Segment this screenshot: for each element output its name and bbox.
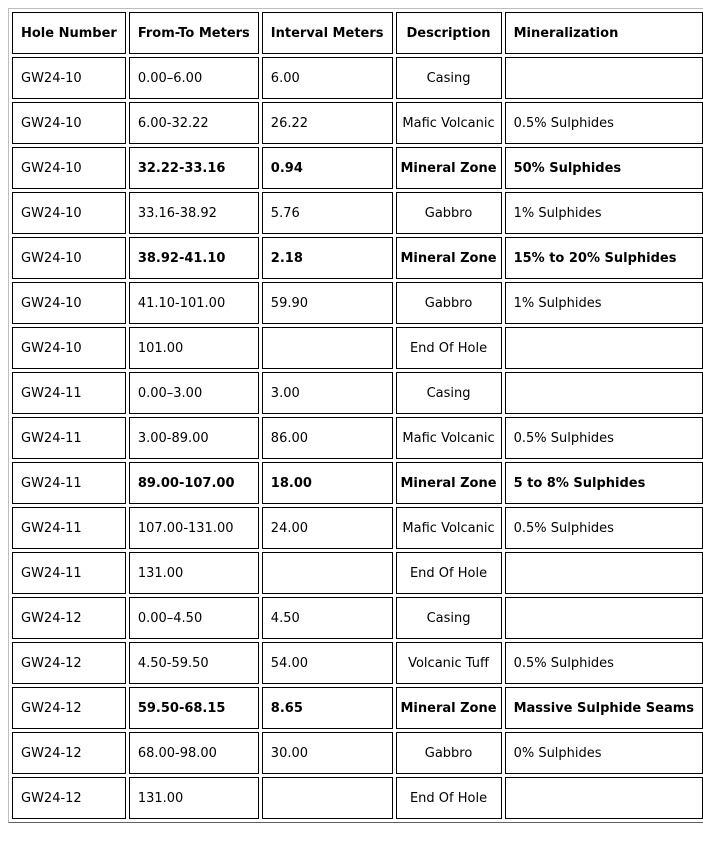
cell-description: Mineral Zone [396,687,502,729]
cell-interval-meters: 26.22 [262,102,393,144]
cell-description: Casing [396,372,502,414]
cell-mineralization [505,552,703,594]
table-row [12,777,703,819]
table-row [12,147,703,189]
cell-interval-meters: 8.65 [262,687,393,729]
cell-from-to-meters: 33.16-38.92 [129,192,259,234]
cell-mineralization: 0.5% Sulphides [505,642,703,684]
table-row [12,372,703,414]
header-from-to-meters: From-To Meters [129,12,259,54]
table-row [12,597,703,639]
cell-from-to-meters: 38.92-41.10 [129,237,259,279]
cell-interval-meters [262,327,393,369]
cell-mineralization: 1% Sulphides [505,282,703,324]
cell-interval-meters: 6.00 [262,57,393,99]
table-row [12,732,703,774]
cell-description: Mineral Zone [396,147,502,189]
cell-interval-meters: 5.76 [262,192,393,234]
cell-description: Volcanic Tuff [396,642,502,684]
cell-mineralization [505,777,703,819]
cell-interval-meters: 86.00 [262,417,393,459]
table-row [12,327,703,369]
table-row [12,642,703,684]
cell-from-to-meters: 131.00 [129,777,259,819]
cell-mineralization: 0.5% Sulphides [505,417,703,459]
cell-hole-number: GW24-10 [12,57,126,99]
cell-from-to-meters: 68.00-98.00 [129,732,259,774]
cell-description: Mafic Volcanic [396,507,502,549]
cell-from-to-meters: 0.00–4.50 [129,597,259,639]
cell-mineralization [505,57,703,99]
cell-from-to-meters: 32.22-33.16 [129,147,259,189]
cell-hole-number: GW24-12 [12,687,126,729]
cell-from-to-meters: 3.00-89.00 [129,417,259,459]
cell-interval-meters: 24.00 [262,507,393,549]
cell-description: End Of Hole [396,552,502,594]
table-header-row [12,12,703,54]
cell-mineralization: 5 to 8% Sulphides [505,462,703,504]
cell-description: Mineral Zone [396,462,502,504]
table-row [12,687,703,729]
cell-interval-meters: 18.00 [262,462,393,504]
cell-description: Gabbro [396,732,502,774]
cell-description: End Of Hole [396,327,502,369]
cell-interval-meters: 0.94 [262,147,393,189]
cell-mineralization: 1% Sulphides [505,192,703,234]
header-hole-number: Hole Number [12,12,126,54]
cell-hole-number: GW24-11 [12,507,126,549]
cell-interval-meters: 30.00 [262,732,393,774]
cell-description: Mineral Zone [396,237,502,279]
cell-hole-number: GW24-11 [12,417,126,459]
table-row [12,552,703,594]
table-row [12,237,703,279]
cell-mineralization: 0% Sulphides [505,732,703,774]
cell-interval-meters: 59.90 [262,282,393,324]
cell-interval-meters [262,552,393,594]
cell-interval-meters: 4.50 [262,597,393,639]
cell-from-to-meters: 0.00–6.00 [129,57,259,99]
cell-from-to-meters: 107.00-131.00 [129,507,259,549]
cell-from-to-meters: 4.50-59.50 [129,642,259,684]
header-interval-meters: Interval Meters [262,12,393,54]
cell-description: Casing [396,597,502,639]
cell-hole-number: GW24-12 [12,732,126,774]
cell-hole-number: GW24-10 [12,237,126,279]
cell-description: Gabbro [396,192,502,234]
table-body [12,57,703,819]
table-row [12,192,703,234]
cell-interval-meters: 3.00 [262,372,393,414]
cell-description: Mafic Volcanic [396,417,502,459]
cell-from-to-meters: 59.50-68.15 [129,687,259,729]
cell-hole-number: GW24-10 [12,327,126,369]
cell-description: Casing [396,57,502,99]
table-row [12,417,703,459]
cell-hole-number: GW24-12 [12,777,126,819]
cell-mineralization: 0.5% Sulphides [505,102,703,144]
cell-hole-number: GW24-10 [12,147,126,189]
cell-interval-meters: 2.18 [262,237,393,279]
cell-mineralization [505,372,703,414]
header-description: Description [396,12,502,54]
table-row [12,462,703,504]
table-row [12,102,703,144]
cell-interval-meters: 54.00 [262,642,393,684]
cell-hole-number: GW24-10 [12,102,126,144]
cell-hole-number: GW24-12 [12,642,126,684]
cell-mineralization [505,597,703,639]
cell-hole-number: GW24-12 [12,597,126,639]
table-row [12,507,703,549]
table-row [12,282,703,324]
cell-from-to-meters: 89.00-107.00 [129,462,259,504]
cell-description: Gabbro [396,282,502,324]
cell-from-to-meters: 131.00 [129,552,259,594]
cell-hole-number: GW24-11 [12,552,126,594]
cell-description: Mafic Volcanic [396,102,502,144]
drill-results-container [8,8,703,823]
cell-hole-number: GW24-11 [12,372,126,414]
cell-mineralization [505,327,703,369]
cell-mineralization: 50% Sulphides [505,147,703,189]
cell-from-to-meters: 6.00-32.22 [129,102,259,144]
cell-mineralization: Massive Sulphide Seams [505,687,703,729]
cell-hole-number: GW24-11 [12,462,126,504]
table-row [12,57,703,99]
drill-results-table [8,8,703,823]
cell-mineralization: 0.5% Sulphides [505,507,703,549]
cell-interval-meters [262,777,393,819]
cell-hole-number: GW24-10 [12,282,126,324]
cell-from-to-meters: 0.00–3.00 [129,372,259,414]
cell-description: End Of Hole [396,777,502,819]
cell-mineralization: 15% to 20% Sulphides [505,237,703,279]
cell-from-to-meters: 41.10-101.00 [129,282,259,324]
cell-hole-number: GW24-10 [12,192,126,234]
cell-from-to-meters: 101.00 [129,327,259,369]
header-mineralization: Mineralization [505,12,703,54]
